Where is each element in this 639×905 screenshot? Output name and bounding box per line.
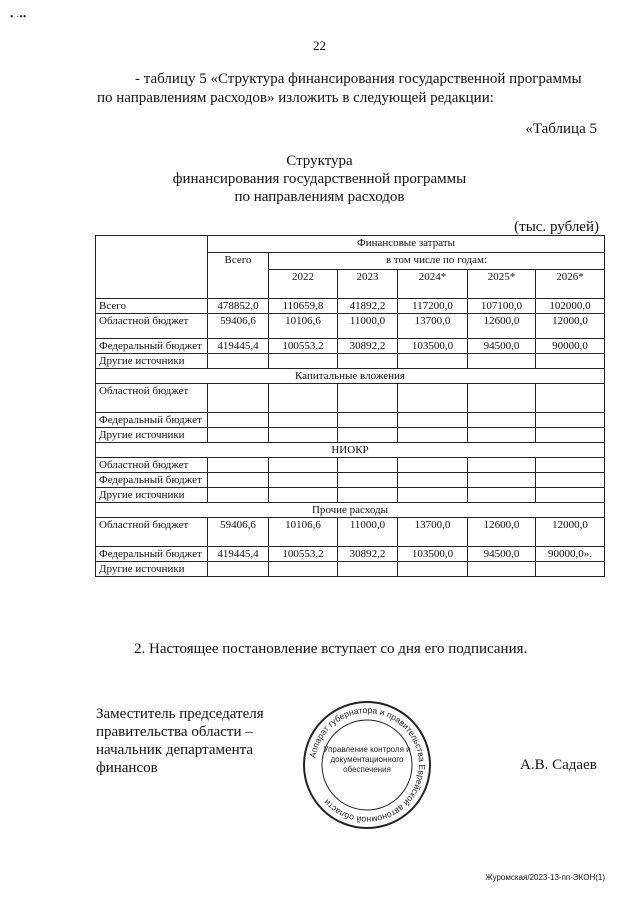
section-heading: НИОКР	[96, 443, 605, 458]
value-cell	[338, 562, 398, 577]
value-cell	[269, 413, 338, 428]
value-cell	[398, 413, 468, 428]
table-row	[96, 354, 605, 369]
value-cell: 103500,0	[398, 547, 468, 562]
value-cell	[208, 458, 269, 473]
value-cell: 30892,2	[338, 547, 398, 562]
header-empty-cell	[96, 236, 208, 299]
value-cell	[269, 488, 338, 503]
value-cell: 117200,0	[398, 299, 468, 314]
value-cell: 59406,6	[208, 314, 269, 339]
value-cell	[398, 428, 468, 443]
row-label: Другие источники	[96, 488, 208, 503]
value-cell	[398, 473, 468, 488]
value-cell	[269, 562, 338, 577]
value-cell: 103500,0	[398, 339, 468, 354]
value-cell	[208, 473, 269, 488]
value-cell	[536, 354, 605, 369]
value-cell	[398, 488, 468, 503]
header-row-1	[96, 236, 605, 253]
value-cell	[536, 562, 605, 577]
value-cell: 102000,0	[536, 299, 605, 314]
value-cell	[468, 473, 536, 488]
value-cell	[398, 354, 468, 369]
value-cell	[536, 488, 605, 503]
row-label: Областной бюджет	[96, 458, 208, 473]
title-line-1: Структура	[286, 153, 353, 169]
value-cell	[269, 354, 338, 369]
value-cell	[468, 562, 536, 577]
section-row	[96, 443, 605, 458]
value-cell: 90000,0	[536, 339, 605, 354]
value-cell	[536, 428, 605, 443]
table-row	[96, 314, 605, 339]
table-row	[96, 518, 605, 547]
value-cell	[338, 428, 398, 443]
value-cell: 30892,2	[338, 339, 398, 354]
value-cell	[398, 562, 468, 577]
title-line-3: по направлениям расходов	[234, 189, 405, 205]
value-cell: 11000,0	[338, 518, 398, 547]
value-cell: 10106,6	[269, 314, 338, 339]
value-cell: 13700,0	[398, 518, 468, 547]
header-financial-costs: Финансовые затраты	[208, 236, 605, 253]
section-heading: Капитальные вложения	[96, 369, 605, 384]
value-cell	[208, 488, 269, 503]
value-cell: 110659,8	[269, 299, 338, 314]
value-cell	[269, 458, 338, 473]
table-row	[96, 488, 605, 503]
value-cell	[536, 458, 605, 473]
value-cell	[536, 473, 605, 488]
value-cell: 419445,4	[208, 339, 269, 354]
signature-line-3: начальник департамента	[96, 742, 254, 758]
value-cell	[468, 488, 536, 503]
header-year: 2022	[269, 270, 338, 299]
value-cell: 12000,0	[536, 314, 605, 339]
header-year: 2025*	[468, 270, 536, 299]
header-years-group: в том числе по годам:	[269, 253, 605, 270]
value-cell	[208, 562, 269, 577]
value-cell	[536, 413, 605, 428]
row-label: Всего	[96, 299, 208, 314]
stamp-ring-text: Аппарат губернатора и правительства Еврейской автономной области	[307, 704, 428, 826]
value-cell: 90000,0».	[536, 547, 605, 562]
intro-line-1: - таблицу 5 «Структура финансирования государственной программы	[135, 71, 582, 87]
value-cell	[338, 473, 398, 488]
table-reference: «Таблица 5	[525, 121, 597, 137]
section-heading: Прочие расходы	[96, 503, 605, 518]
stamp-center-1: Управление контроля и	[323, 745, 411, 754]
value-cell: 94500,0	[468, 339, 536, 354]
value-cell	[338, 413, 398, 428]
value-cell	[269, 473, 338, 488]
value-cell: 41892,2	[338, 299, 398, 314]
value-cell	[338, 458, 398, 473]
row-label: Другие источники	[96, 354, 208, 369]
table-row	[96, 299, 605, 314]
scan-marks: • ·••	[10, 12, 27, 23]
table-row	[96, 428, 605, 443]
value-cell: 107100,0	[468, 299, 536, 314]
section-row	[96, 369, 605, 384]
signature-line-1: Заместитель председателя	[96, 706, 264, 722]
row-label: Областной бюджет	[96, 384, 208, 413]
value-cell	[468, 354, 536, 369]
point-2-paragraph: 2. Настоящее постановление вступает со дня его подписания.	[134, 641, 528, 657]
page-number: 22	[313, 38, 326, 53]
row-label: Федеральный бюджет	[96, 547, 208, 562]
value-cell	[338, 488, 398, 503]
value-cell	[536, 384, 605, 413]
stamp-center-3: обеспечения	[343, 765, 391, 774]
value-cell	[338, 354, 398, 369]
value-cell: 12600,0	[468, 314, 536, 339]
value-cell: 419445,4	[208, 547, 269, 562]
table-row	[96, 547, 605, 562]
row-label: Другие источники	[96, 428, 208, 443]
table-row	[96, 339, 605, 354]
row-label: Федеральный бюджет	[96, 413, 208, 428]
header-year: 2023	[338, 270, 398, 299]
row-label: Областной бюджет	[96, 518, 208, 547]
table-row	[96, 473, 605, 488]
header-total: Всего	[208, 253, 269, 299]
title-line-2: финансирования государственной программы	[172, 171, 467, 187]
value-cell	[468, 413, 536, 428]
value-cell	[269, 384, 338, 413]
stamp-center-2: документационного	[330, 755, 404, 764]
value-cell: 478852,0	[208, 299, 269, 314]
value-cell	[468, 384, 536, 413]
value-cell	[338, 384, 398, 413]
value-cell	[398, 384, 468, 413]
value-cell	[468, 458, 536, 473]
value-cell	[208, 413, 269, 428]
value-cell	[208, 354, 269, 369]
table-title	[0, 152, 639, 206]
value-cell: 59406,6	[208, 518, 269, 547]
official-stamp	[302, 700, 432, 830]
document-id: Журомская/2023-13-пп-ЭКОН(1)	[485, 873, 605, 882]
value-cell	[208, 384, 269, 413]
signature-line-4: финансов	[96, 760, 158, 776]
table-row	[96, 384, 605, 413]
value-cell	[398, 458, 468, 473]
table-row	[96, 562, 605, 577]
financing-table	[95, 235, 605, 577]
intro-paragraph	[97, 70, 597, 108]
intro-line-2: по направлениям расходов» изложить в следующей редакции:	[97, 90, 494, 106]
row-label: Федеральный бюджет	[96, 339, 208, 354]
units-label: (тыс. рублей)	[514, 219, 599, 235]
header-year: 2026*	[536, 270, 605, 299]
value-cell: 13700,0	[398, 314, 468, 339]
row-label: Областной бюджет	[96, 314, 208, 339]
signature-block	[96, 705, 264, 777]
signer-name: А.В. Садаев	[520, 757, 597, 773]
signature-line-2: правительства области –	[96, 724, 253, 740]
value-cell: 11000,0	[338, 314, 398, 339]
value-cell	[208, 428, 269, 443]
value-cell: 12600,0	[468, 518, 536, 547]
value-cell: 100553,2	[269, 339, 338, 354]
value-cell: 94500,0	[468, 547, 536, 562]
value-cell	[269, 428, 338, 443]
row-label: Федеральный бюджет	[96, 473, 208, 488]
table-row	[96, 458, 605, 473]
table-row	[96, 413, 605, 428]
value-cell	[468, 428, 536, 443]
section-row	[96, 503, 605, 518]
row-label: Другие источники	[96, 562, 208, 577]
header-year: 2024*	[398, 270, 468, 299]
value-cell: 10106,6	[269, 518, 338, 547]
value-cell: 100553,2	[269, 547, 338, 562]
value-cell: 12000,0	[536, 518, 605, 547]
